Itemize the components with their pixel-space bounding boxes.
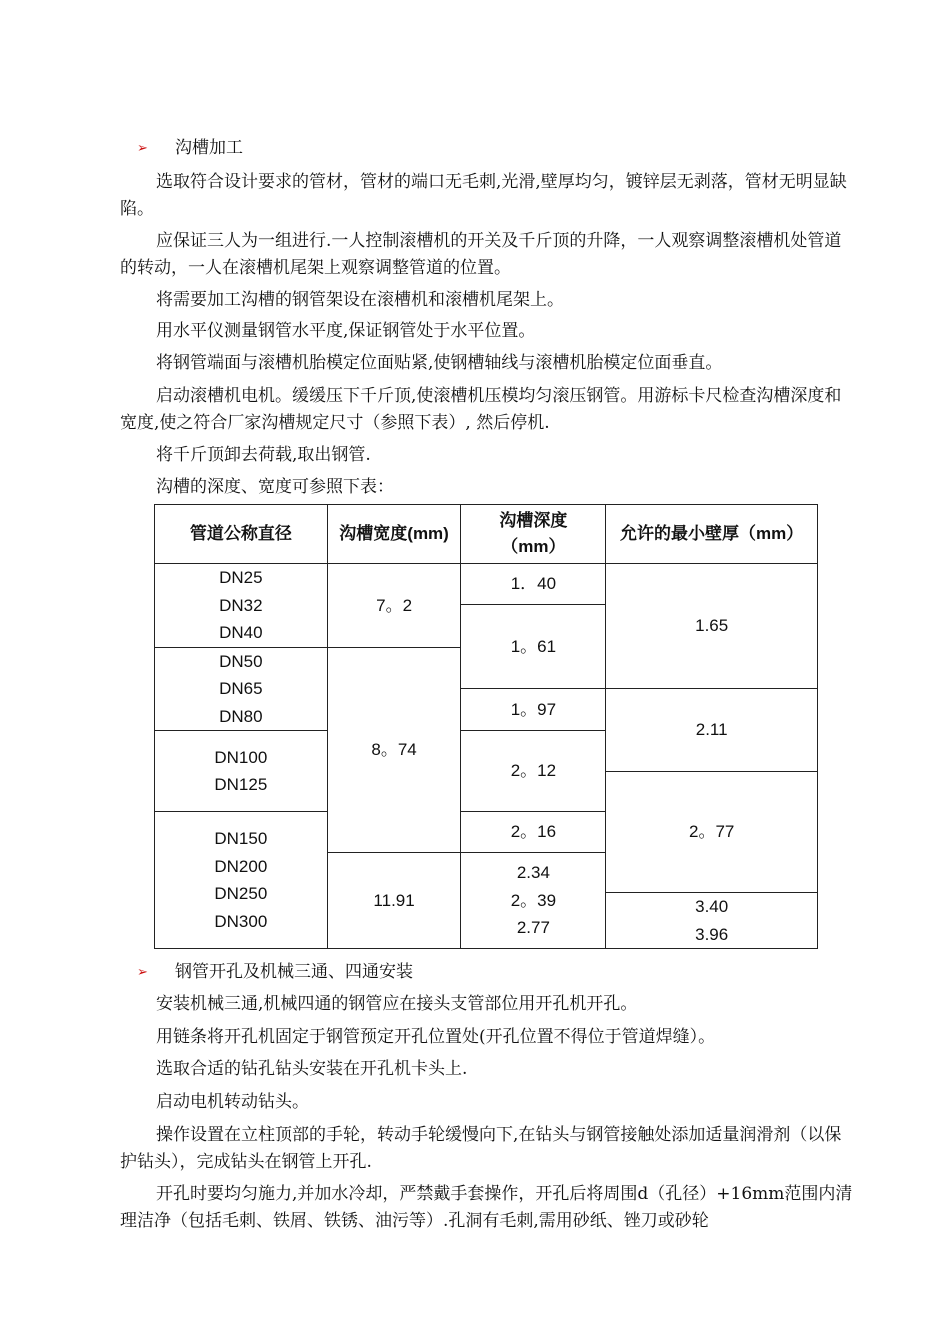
paragraph: 启动电机转动钻头。: [156, 1092, 309, 1112]
paragraph: 沟槽的深度、宽度可参照下表：: [156, 477, 394, 497]
diameter-cell: [155, 812, 328, 949]
paragraph: 操作设置在立柱顶部的手轮，转动手轮缓慢向下,在钻头与钢管接触处添加适量润滑剂（以保护钻头），完成钻头在钢管上开孔.: [120, 1125, 842, 1172]
width-cell: 7。2: [327, 564, 461, 648]
diameter: DN125: [214, 775, 268, 794]
header-cell: 允许的最小壁厚（mm）: [606, 505, 818, 564]
diameter: DN100: [214, 747, 268, 767]
wall-cell: [606, 893, 818, 949]
wall-cell: 2.11: [606, 688, 818, 772]
depth-cell: [461, 853, 606, 949]
heading-text: 钢管开孔及机械三通、四通安装: [175, 962, 413, 982]
header-cell: 沟槽深度（mm）: [461, 505, 606, 564]
depth: 2。39: [510, 890, 557, 910]
paragraph: 启动滚槽机电机。缓缓压下千斤顶,使滚槽机压模均匀滚压钢管。用游标卡尺检查沟槽深度和宽度,使之符合厂家沟槽规定尺寸（参照下表）, 然后停机.: [120, 386, 842, 433]
wall-cell: 2。77: [606, 772, 818, 893]
header-cell: 沟槽宽度(mm): [327, 505, 461, 564]
diameter: DN65: [219, 679, 263, 698]
width-cell: 11.91: [327, 853, 461, 949]
paragraph: 用水平仪测量钢管水平度,保证钢管处于水平位置。: [156, 321, 536, 341]
diameter: DN50: [219, 651, 263, 671]
diameter: DN150: [214, 829, 268, 848]
diameter: DN200: [214, 856, 268, 876]
depth-cell: 2。16: [461, 812, 606, 853]
depth: 2.34: [516, 863, 550, 883]
width-cell: 8。74: [327, 647, 461, 853]
depth-cell: 2。12: [461, 731, 606, 812]
depth-cell: 1。61: [461, 605, 606, 689]
wall: 3.96: [695, 924, 729, 944]
groove-dimension-table: [154, 504, 818, 949]
section-heading-drilling: [137, 959, 413, 986]
paragraph: 开孔时要均匀施力,并加水冷却，严禁戴手套操作，开孔后将周围d（孔径）+16mm范围内清理洁净（包括毛刺、铁屑、铁锈、油污等）.孔洞有毛刺,需用砂纸、锉刀或砂轮: [120, 1184, 853, 1231]
diameter: DN300: [214, 911, 268, 931]
paragraph: 选取符合设计要求的管材，管材的端口无毛刺,光滑,壁厚均匀，镀锌层无剥落，管材无明显缺陷。: [120, 172, 847, 219]
diameter-cell: [155, 731, 328, 812]
section-heading-groove: [137, 135, 243, 162]
diameter: DN25: [219, 568, 263, 587]
diameter: DN80: [219, 706, 263, 726]
arrowhead-bullet-icon: ➢: [137, 141, 148, 156]
diameter-cell: [155, 564, 328, 648]
paragraph: 将钢管端面与滚槽机胎模定位面贴紧,使钢槽轴线与滚槽机胎模定位面垂直。: [156, 353, 723, 373]
paragraph: 选取合适的钻孔钻头安装在开孔机卡头上.: [156, 1059, 468, 1079]
paragraph: 将千斤顶卸去荷载,取出钢管.: [156, 445, 371, 465]
heading-text: 沟槽加工: [175, 138, 243, 158]
header-cell: 管道公称直径: [155, 505, 328, 564]
paragraph: 将需要加工沟槽的钢管架设在滚槽机和滚槽机尾架上。: [156, 290, 564, 310]
table-header-row: [155, 505, 818, 564]
paragraph: 应保证三人为一组进行.一人控制滚槽机的开关及千斤顶的升降，一人观察调整滚槽机处管道的转动，一人在滚槽机尾架上观察调整管道的位置。: [120, 231, 842, 278]
diameter: DN32: [219, 595, 263, 615]
paragraph: 安装机械三通,机械四通的钢管应在接头支管部位用开孔机开孔。: [156, 994, 638, 1014]
depth-cell: 1。97: [461, 688, 606, 731]
diameter-cell: [155, 647, 328, 731]
wall-cell: 1.65: [606, 564, 818, 689]
depth: 2.77: [516, 918, 550, 938]
diameter: DN250: [214, 884, 268, 903]
paragraph: 用链条将开孔机固定于钢管预定开孔位置处(开孔位置不得位于管道焊缝）。: [156, 1027, 716, 1047]
depth-cell: 1．40: [461, 564, 606, 605]
arrowhead-bullet-icon: ➢: [137, 965, 148, 980]
wall: 3.40: [695, 897, 729, 916]
diameter: DN40: [219, 623, 263, 642]
